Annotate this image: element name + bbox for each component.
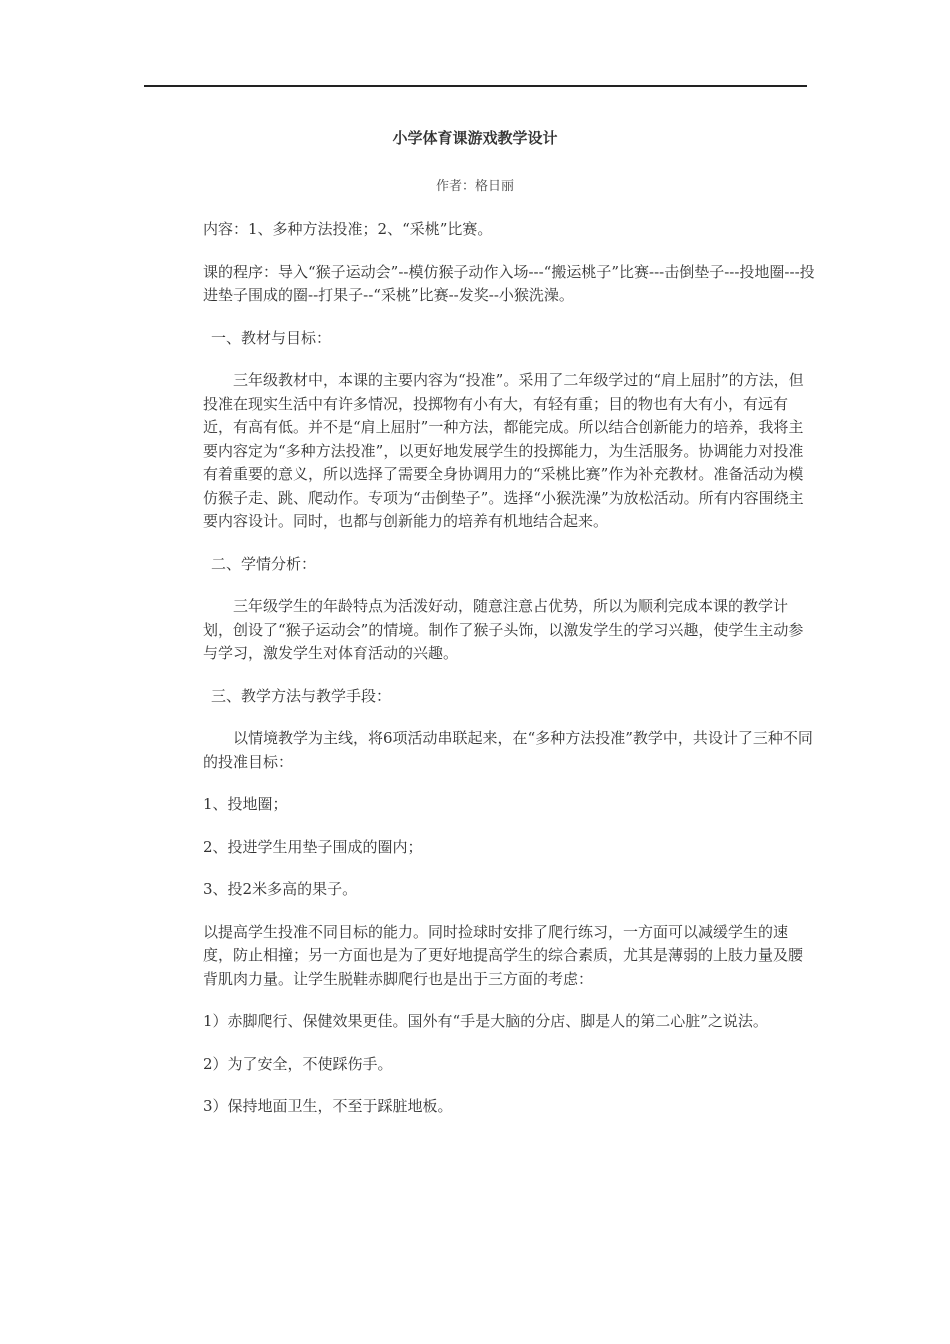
document-author: 作者：格日丽 [435,179,514,194]
target-item-2: 2、投进学生用垫子围成的圈内； [203,837,423,856]
materials-paragraph: 三年级教材中，本课的主要内容为“投准”。采用了二年级学过的“肩上屈肘”的方法，但投准在现实生活中有许多情况，投掷物有小有大，有轻有重；目的物也有大有小，有远有近，有高有低。并不是“肩上屈肘”一种方法，都能完成。所以结合创新能力的培养，我将主要内容定为“多种方法投准”，以更好地发展学生的投掷能力，为生活服务。协调能力对投准有着重要的意义，所以选择了需要全身协调用力的“采桃比赛”作为补充教材。准备活动为模仿猴子走、跳、爬动作。专项为“击倒垫子”。选择“小猴洗澡”为放松活动。所有内容围绕主要内容设计。同时，也都与创新能力的培养有机地结合起来。 [203,371,804,530]
document-title: 小学体育课游戏教学设计 [392,129,558,147]
section-heading-methods: 三、教学方法与教学手段： [211,686,392,705]
header-rule [144,85,807,87]
document-body [203,218,815,1138]
lesson-procedure: 课的程序：导入“猴子运动会”--模仿猴子动作入场---“搬运桃子”比赛---击倒垫子---投地圈---投进垫子围成的圈--打果子--“采桃”比赛--发奖--小猴洗澡。 [203,262,815,304]
methods-paragraph: 以情境教学为主线，将6项活动串联起来，在“多种方法投准”教学中，共设计了三种不同的投准目标： [203,729,813,771]
target-item-1: 1、投地圈； [203,795,288,813]
crawling-paragraph: 以提高学生投准不同目标的能力。同时捡球时安排了爬行练习，一方面可以减缓学生的速度，防止相撞；另一方面也是为了更好地提高学生的综合素质，尤其是薄弱的上肢力量及腰背肌肉力量。让学生脱鞋赤脚爬行也是出于三方面的考虑： [203,922,804,988]
reason-item-2: 2）为了安全，不使踩伤手。 [203,1054,393,1073]
target-item-3: 3、投2米多高的果子。 [203,880,358,898]
reason-item-1: 1）赤脚爬行、保健效果更佳。国外有“手是大脑的分店、脚是人的第二心脏”之说法。 [203,1012,768,1030]
section-heading-materials: 一、教材与目标： [211,328,332,347]
students-paragraph: 三年级学生的年龄特点为活泼好动，随意注意占优势，所以为顺利完成本课的教学计划，创设了“猴子运动会”的情境。制作了猴子头饰，以激发学生的学习兴趣，使学生主动参与学习，激发学生对体育活动的兴趣。 [203,597,804,662]
content-summary: 内容：1、多种方法投准；2、“采桃”比赛。 [203,220,493,238]
reason-item-3: 3）保持地面卫生，不至于踩脏地板。 [203,1097,453,1115]
section-heading-students: 二、学情分析： [211,554,317,573]
